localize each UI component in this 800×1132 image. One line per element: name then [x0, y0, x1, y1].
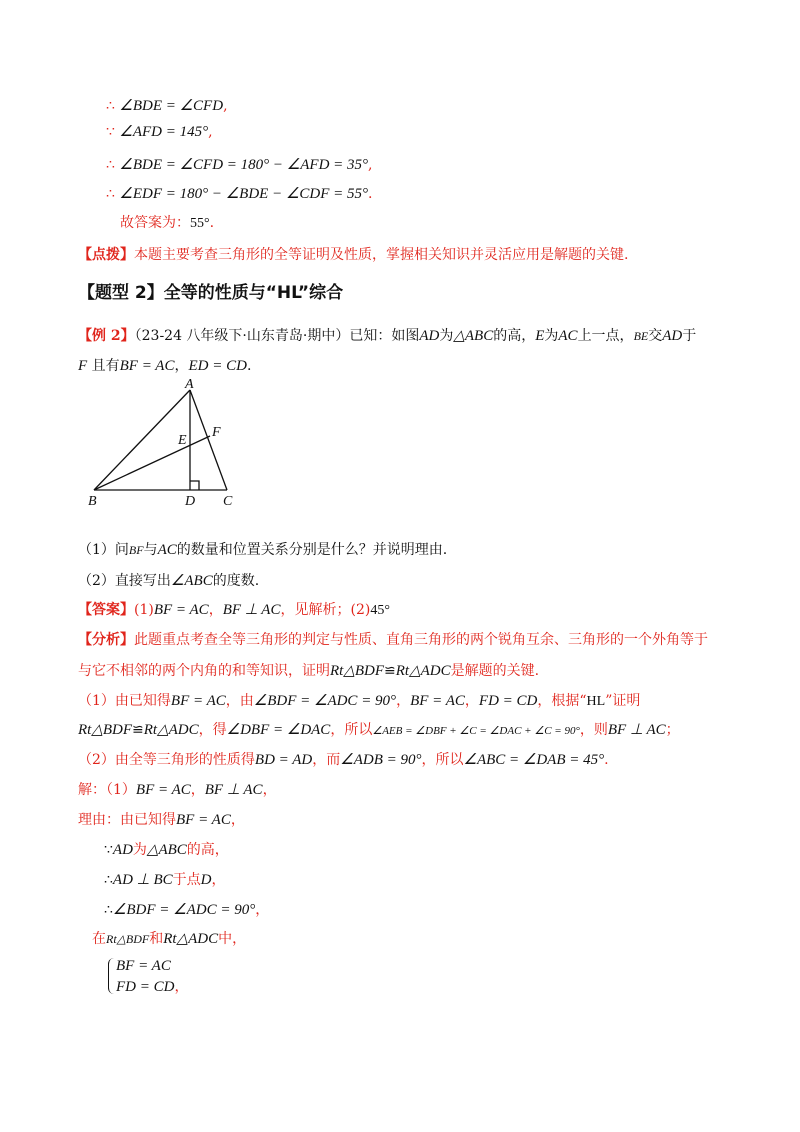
equation: ∠BDE = ∠CFD = 180° − ∠AFD = 35°: [119, 157, 369, 173]
label-B: B: [88, 494, 97, 509]
right-angle-mark: [190, 481, 199, 490]
label-D: D: [185, 494, 196, 509]
text: ，而: [312, 752, 341, 768]
solution-1: [78, 780, 277, 800]
equation: BF ⊥ AC: [204, 782, 263, 798]
text: ，所以: [421, 752, 464, 768]
punctuation: ,: [208, 124, 213, 140]
analysis-tag: 【分析】: [78, 632, 134, 648]
equation: BF = AC: [410, 693, 465, 709]
text: ，: [230, 812, 245, 828]
text: 的高，: [493, 328, 536, 344]
answer-value: 55°: [190, 216, 210, 231]
answer-line: [78, 600, 390, 621]
text: ，: [396, 693, 411, 709]
segment-AC: AC: [558, 328, 578, 344]
condition-ED-CD: ED = CD: [188, 358, 247, 374]
text: 中，: [218, 931, 247, 947]
text: 的数量和位置关系分别是什么？并说明理由.: [176, 542, 448, 558]
equation: AD ⊥ BC: [112, 872, 173, 888]
congruent-symbol: ≌: [384, 663, 396, 679]
text: （1）问: [78, 542, 129, 558]
solution-8: [116, 977, 188, 997]
tip-line: [78, 245, 628, 265]
equation: BF = AC: [135, 782, 191, 798]
label-F: F: [212, 425, 221, 440]
text: 与: [143, 542, 158, 558]
text: ，: [174, 979, 189, 995]
text: 为: [132, 842, 147, 858]
example-tag: 【例 2】: [78, 328, 135, 344]
question-2: [78, 571, 259, 591]
triangle-ADC: Rt△ADC: [395, 663, 451, 679]
segment-BF: BF: [128, 543, 144, 557]
equation: ∠BDF = ∠ADC = 90°: [253, 693, 397, 709]
equation: ∠ADB = 90°: [340, 752, 422, 768]
text: ，由: [225, 693, 254, 709]
punctuation: ,: [368, 157, 373, 173]
example-source: （23-24 八年级下·山东青岛·期中）: [134, 328, 350, 344]
final-answer-line: [120, 213, 214, 234]
segment-AD: AD: [419, 328, 440, 344]
text: 的高，: [186, 842, 229, 858]
text: ，: [255, 902, 270, 918]
because-symbol: ∵: [106, 124, 115, 140]
answer-perp: BF ⊥ AC: [222, 602, 281, 618]
analysis-line-2: [78, 661, 539, 681]
text: ，根据“: [537, 693, 587, 709]
example-line-2: [78, 356, 251, 376]
equation: FD = CD: [478, 693, 538, 709]
equation: ∠AEB = ∠DBF + ∠C = ∠DAC + ∠C = 90°: [372, 725, 580, 737]
text: （1）由已知得: [78, 693, 171, 709]
label-E: E: [178, 433, 187, 448]
text: ，所以: [330, 722, 373, 738]
segment-AC: AC: [157, 542, 177, 558]
equation: ∠AFD = 145°: [119, 124, 209, 140]
analysis-line-5: [78, 750, 609, 770]
text: 于点: [172, 872, 201, 888]
punctuation: ,: [223, 98, 228, 114]
solution-line-3: [106, 155, 372, 175]
text: （2）由全等三角形的性质得: [78, 752, 255, 768]
equation: ∠EDF = 180° − ∠BDE − ∠CDF = 55°: [119, 186, 369, 202]
equation: ∠ABC = ∠DAB = 45°: [463, 752, 605, 768]
text: ，: [190, 782, 205, 798]
solution-line-2: [106, 122, 213, 142]
angle-ABC: ∠ABC: [170, 573, 213, 589]
answer-value: 45°: [370, 603, 390, 618]
condition-BF-AC: BF = AC: [119, 358, 175, 374]
text: 为: [439, 328, 454, 344]
text: 为: [544, 328, 559, 344]
equation: BF = AC: [170, 693, 226, 709]
equation: BF = AC: [176, 812, 231, 828]
point-E: E: [535, 328, 545, 344]
solution-line-4: [106, 184, 372, 204]
equation: ∠DBF = ∠DAC: [226, 722, 331, 738]
text: 的度数.: [212, 573, 260, 589]
label-C: C: [223, 494, 233, 509]
part-1: (1): [134, 602, 154, 618]
analysis-line-3: [78, 691, 640, 712]
triangle-BDF: Rt△BDF: [78, 722, 133, 738]
text: 于: [682, 328, 697, 344]
text: .: [246, 358, 252, 374]
equation: ∠BDF = ∠ADC = 90°: [112, 902, 256, 918]
solution-3: [104, 840, 229, 860]
because-symbol: ∵: [104, 842, 113, 858]
triangle-BDF: Rt△BDF: [106, 932, 150, 946]
text: ，: [464, 693, 479, 709]
segment-BF: [94, 436, 210, 490]
equation: BF = AC: [116, 958, 171, 974]
therefore-symbol: ∴: [106, 186, 115, 202]
solution-2: [78, 810, 245, 830]
text: 且有: [91, 358, 120, 374]
text: ”证明: [605, 693, 641, 709]
therefore-symbol: ∴: [104, 902, 113, 918]
answer-tag: 【答案】: [78, 602, 134, 618]
segment-BE: BE: [633, 329, 649, 343]
side-AB: [94, 390, 190, 490]
point-F: F: [78, 358, 88, 374]
text: 此题重点考查全等三角形的判定与性质、直角三角形的两个锐角互余、三角形的一个外角等于: [134, 632, 708, 648]
text: 解：（1）: [78, 782, 136, 798]
text: （2）直接写出: [78, 573, 171, 589]
hl-theorem: HL: [586, 694, 606, 709]
solution-7: [116, 956, 171, 976]
text: 已知：如图: [349, 328, 420, 344]
equation: FD = CD: [116, 979, 175, 995]
answer-prefix: 故答案为：: [120, 215, 190, 231]
text: ，得: [198, 722, 227, 738]
triangle-figure: [80, 378, 250, 514]
segment-AD: AD: [662, 328, 683, 344]
triangle-ADC: Rt△ADC: [143, 722, 199, 738]
triangle-BDF: Rt△BDF: [330, 663, 385, 679]
part-2: (2): [350, 602, 371, 618]
text: ，: [211, 872, 226, 888]
analysis-line-1: [78, 630, 708, 650]
text: ，: [174, 358, 189, 374]
text: 理由：由已知得: [78, 812, 176, 828]
segment-AD: AD: [112, 842, 133, 858]
text: 与它不相邻的两个内角的和等知识，证明: [78, 663, 330, 679]
triangle-ABC: △ABC: [146, 842, 187, 858]
side-AC: [190, 390, 227, 490]
text: 在: [92, 931, 106, 947]
text: 上一点，: [577, 328, 634, 344]
congruent-symbol: ≌: [132, 722, 144, 738]
solution-5: [104, 900, 269, 920]
text: 和: [149, 931, 164, 947]
therefore-symbol: ∴: [106, 98, 115, 114]
text: ，: [262, 782, 277, 798]
triangle-ADC: Rt△ADC: [163, 931, 219, 947]
text: 交: [648, 328, 663, 344]
text: ；: [665, 722, 680, 738]
triangle-ABC: △ABC: [453, 328, 494, 344]
answer-eq: BF = AC: [153, 602, 209, 618]
tip-text: 本题主要考查三角形的全等证明及性质，掌握相关知识并灵活应用是解题的关键.: [134, 247, 629, 263]
text: ，则: [579, 722, 608, 738]
example-line-1: [78, 326, 696, 346]
solution-4: [104, 870, 226, 890]
punctuation: .: [209, 215, 215, 231]
point-D: D: [200, 872, 212, 888]
analysis-line-4: [78, 720, 680, 741]
text: 是解题的关键.: [450, 663, 540, 679]
therefore-symbol: ∴: [104, 872, 113, 888]
equation: BF ⊥ AC: [607, 722, 666, 738]
solution-6: [92, 929, 246, 949]
solution-line-1: [106, 96, 228, 116]
equation: ∠BDE = ∠CFD: [119, 98, 224, 114]
equation: BD = AD: [254, 752, 313, 768]
text: ，见解析；: [280, 602, 351, 618]
question-1: [78, 540, 447, 560]
tip-tag: 【点拨】: [78, 247, 134, 263]
label-A: A: [185, 378, 194, 392]
section-heading: 【题型 2】全等的性质与“HL”综合: [78, 283, 344, 303]
punctuation: .: [368, 186, 373, 202]
text: .: [604, 752, 609, 768]
text: ，: [208, 602, 223, 618]
therefore-symbol: ∴: [106, 157, 115, 173]
